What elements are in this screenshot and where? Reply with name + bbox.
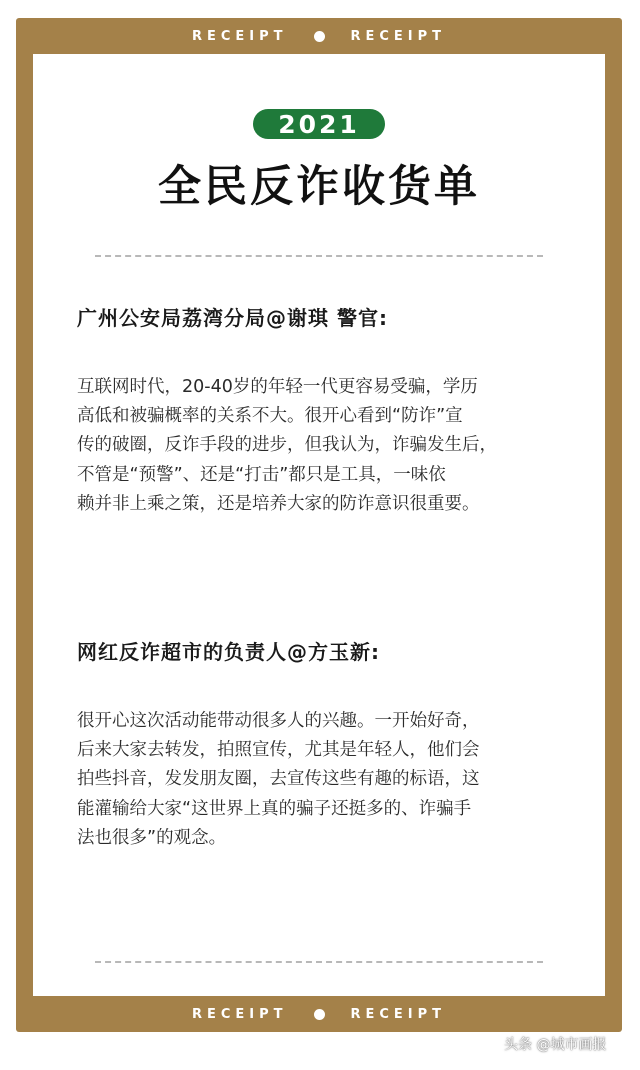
- text-line: 法也很多”的观念。: [77, 827, 227, 848]
- text-line: 赖并非上乘之策，还是培养大家的防诈意识很重要。: [77, 493, 480, 514]
- section-body-police: [77, 373, 565, 519]
- section-body-supermarket: [77, 707, 565, 853]
- year-badge: 2021: [253, 109, 385, 139]
- source-watermark: 头条 @城市画报: [504, 1037, 607, 1053]
- text-line: 能灌输给大家“这世界上真的骗子还挺多的、诈骗手: [77, 798, 472, 819]
- dot-separator-bottom: [314, 1009, 325, 1020]
- receipt-label-top-left: RECEIPT: [191, 28, 288, 44]
- text-line: 传的破圈，反诈手段的进步，但我认为，诈骗发生后，: [77, 435, 497, 456]
- text-line: 不管是“预警”、还是“打击”都只是工具，一味依: [77, 464, 446, 485]
- text-line: 互联网时代，20-40岁的年轻一代更容易受骗，学历: [77, 377, 478, 397]
- dot-separator-top: [314, 31, 325, 42]
- text-line: 拍些抖音，发发朋友圈，去宣传这些有趣的标语，这: [77, 769, 480, 790]
- text-line: 高低和被骗概率的关系不大。很开心看到“防诈”宣: [77, 406, 463, 427]
- dashed-divider-bottom: [95, 961, 543, 963]
- receipt-label-top-right: RECEIPT: [350, 28, 447, 44]
- receipt-frame: [16, 18, 622, 1032]
- receipt-label-bottom-right: RECEIPT: [350, 1006, 447, 1022]
- receipt-label-bottom-left: RECEIPT: [191, 1006, 288, 1022]
- text-line: 很开心这次活动能带动很多人的兴趣。一开始好奇，: [77, 711, 480, 731]
- receipt-top-bar: [16, 18, 622, 54]
- page-title: 全民反诈收货单: [158, 162, 480, 212]
- section-heading-police: 广州公安局荔湾分局@谢琪 警官:: [77, 306, 388, 330]
- receipt-bottom-bar: [16, 996, 622, 1032]
- receipt-paper: [33, 54, 605, 996]
- text-line: 后来大家去转发，拍照宣传，尤其是年轻人，他们会: [77, 740, 480, 761]
- section-heading-supermarket: 网红反诈超市的负责人@方玉新:: [77, 640, 380, 664]
- dashed-divider-top: [95, 255, 543, 257]
